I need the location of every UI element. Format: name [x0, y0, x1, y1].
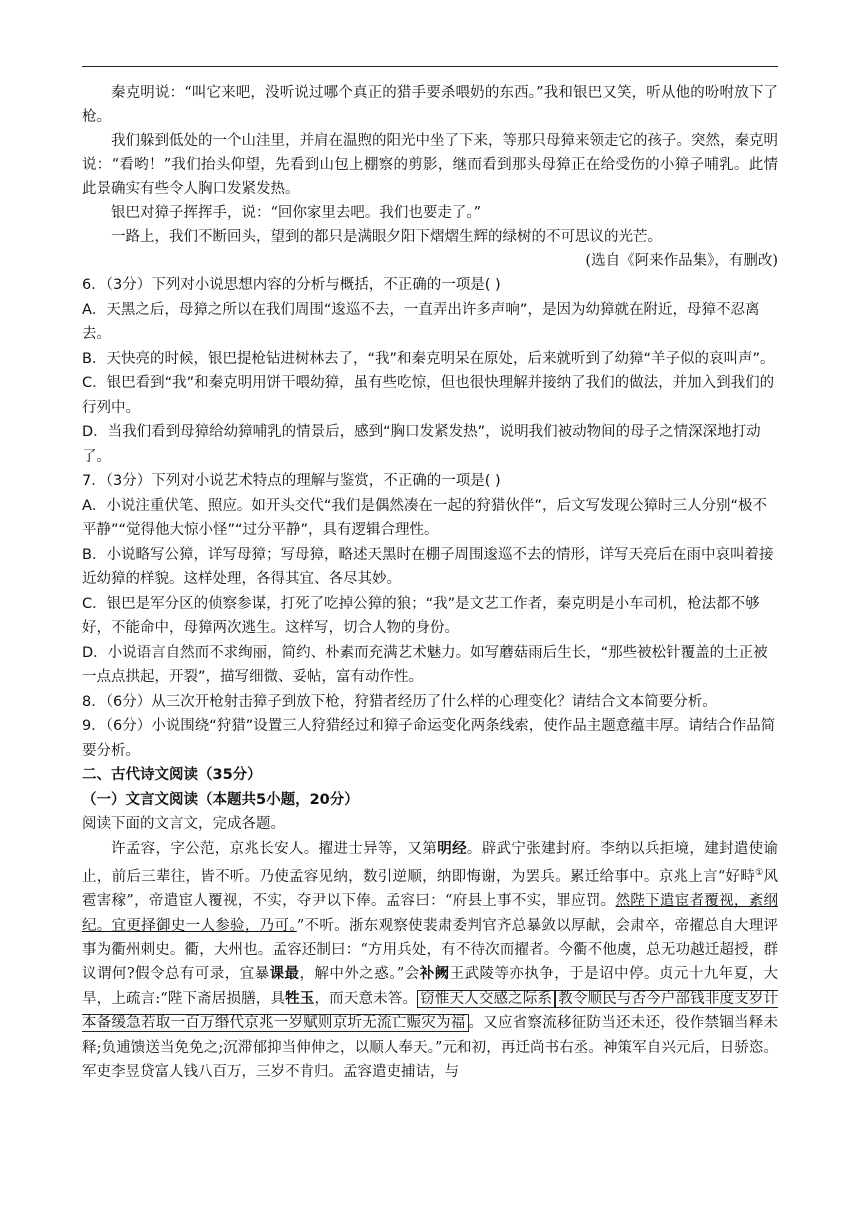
section-2-intro: 阅读下面的文言文，完成各题。	[82, 816, 285, 832]
boxed-sentence-part-2: 教令顺民与否今户部钱非度支岁计本备缓急若取一百万缗代京兆一岁赋则京圻无流亡赈灾为福	[82, 990, 779, 1032]
question-6-option-a: A．天黑之后，母獐之所以在我们周围“逡巡不去，一直弄出许多声响”，是因为幼獐就在附近，母獐不忍离去。	[82, 301, 760, 342]
question-6-option-d: D．当我们看到母獐给幼獐哺乳的情景后，感到“胸口发紧发热”，说明我们被动物间的母子之情深深地打动了。	[82, 424, 761, 465]
question-7-option-b: B．小说略写公獐，详写母獐；写母獐，略述天黑时在棚子周围逡巡不去的情形，详写天亮后在雨中哀叫着接近幼獐的样貌。这样处理，各得其宜、各尽其妙。	[82, 546, 774, 587]
term-shengyu: 牲玉	[285, 989, 315, 1007]
story-paragraph-1: 秦克明说：“叫它来吧，没听说过哪个真正的猎手要杀喂奶的东西。”我和银巴又笑，听从他的吩咐放下了枪。	[82, 85, 778, 125]
classical-text-5: ，解中外之惑。”会	[299, 966, 420, 983]
underlined-sentence: 然陛下遣宦者覆视，紊纲纪。宜更择御史一人参验，乃可。	[82, 893, 778, 934]
term-buque: 补阙	[419, 965, 450, 983]
story-paragraph-4: 一路上，我们不断回头，望到的都只是满眼夕阳下熠熠生辉的绿树的不可思议的光芒。	[111, 229, 662, 245]
story-source: (选自《阿来作品集》，有删改)	[585, 253, 778, 269]
question-9: 9．（6分）小说围绕“狩猎”设置三人狩猎经过和獐子命运变化两条线索，使作品主题意蕴丰厚。请结合作品简要分析。	[82, 718, 776, 759]
classical-text-1: 许孟容，字公范，京兆长安人。擢进士异等，又第	[111, 840, 438, 857]
term-mingjing: 明经	[437, 839, 467, 857]
story-paragraph-3: 银巴对獐子挥挥手，说：“回你家里去吧。我们也要走了。”	[111, 205, 482, 221]
classical-text-4: ”不听。浙东观察使裴肃委判官齐总暴敛以厚献，会肃卒，帝擢总自大理评事为衢州刺史。衢，大州也。孟容还制曰：“方用兵处，有不待次而擢者。今衢不他虞，总无功越迁超授，群议谓何?假令总有可录，宜暴	[82, 917, 778, 983]
footnote-marker: ①	[755, 867, 764, 878]
question-7-stem: 7．（3分）下列对小说艺术特点的理解与鉴赏，不正确的一项是( )	[82, 473, 501, 489]
question-6-option-c: C．银巴看到“我”和秦克明用饼干喂幼獐，虽有些吃惊，但也很快理解并接纳了我们的做法，并加入到我们的行列中。	[82, 375, 775, 416]
classical-text-3: 风雹害稼”，帝遣宦人覆视，不实，夺尹以下俸。孟容曰：“府县上事不实，罪应罚。	[82, 868, 778, 910]
question-7-option-c: C．银巴是军分区的侦察参谋，打死了吃掉公獐的狼；“我”是文艺工作者，秦克明是小车司机，枪法都不够好，不能命中，母獐两次逃生。这样写，切合人物的身份。	[82, 595, 760, 636]
question-7-option-a: A．小说注重伏笔、照应。如开头交代“我们是偶然凑在一起的狩猎伙伴”，后文写发现公獐时三人分别“极不平静”“觉得他大惊小怪”“过分平静”，具有逻辑合理性。	[82, 497, 767, 538]
question-6-option-b: B．天快亮的时候，银巴提枪钻进树林去了，“我”和秦克明呆在原处，后来就听到了幼獐“羊子似的哀叫声”。	[82, 350, 775, 367]
section-2-subtitle: （一）文言文阅读（本题共5小题，20分）	[82, 791, 359, 808]
term-kezui: 课最	[269, 965, 300, 983]
question-6-stem: 6．（3分）下列对小说思想内容的分析与概括，不正确的一项是( )	[82, 277, 501, 293]
classical-passage	[82, 837, 778, 1085]
story-paragraph-2: 我们躲到低处的一个山洼里，并肩在温煦的阳光中坐了下来，等那只母獐来领走它的孩子。突然，秦克明说：“看哟！”我们抬头仰望，先看到山包上棚察的剪影，继而看到那头母獐正在给受伤的小獐子哺乳。此情此景确实有些令人胸口发紧发热。	[82, 133, 778, 197]
classical-text-2: 。辟武宁张建封府。李纳以兵拒境，建封遣使谕止，前后三辈往，皆不听。乃使孟容见纳，数引逆顺，纳即悔谢，为罢兵。累迁给事中。京兆上言“好畤	[82, 840, 779, 885]
document-page	[82, 66, 778, 1084]
question-7-option-d: D．小说语言自然而不求绚丽，简约、朴素而充满艺术魅力。如写蘑菇雨后生长，“那些被松针覆盖的土正被一点点拱起，开裂”，描写细微、妥帖，富有动作性。	[82, 644, 768, 685]
section-2-title: 二、古代诗文阅读（35分）	[82, 767, 262, 783]
boxed-sentence-part-1: 窃惟天人交感之际系	[417, 990, 555, 1008]
classical-text-6: 王武陵等亦执争，于是诏中停。贞元十九年夏，大旱，上疏言:“陛下斋居损膳，具	[82, 966, 779, 1007]
classical-text-7: ，而天意未答。	[314, 990, 418, 1007]
top-rule	[82, 66, 778, 67]
classical-text-8: 。又应省察流移征防当还未还，役作禁锢当释未释;负逋馈送当免免之;沉滞郁抑当伸伸之，以顺人奉天。”元和初，再迁尚书右丞。神策军自兴元后，日骄恣。军吏李昱贷富人钱八百万，三岁不肯归。孟容遣吏捕诘，与	[82, 1015, 778, 1080]
question-8: 8．（6分）从三次开枪射击獐子到放下枪，狩猎者经历了什么样的心理变化？请结合文本简要分析。	[82, 693, 717, 710]
